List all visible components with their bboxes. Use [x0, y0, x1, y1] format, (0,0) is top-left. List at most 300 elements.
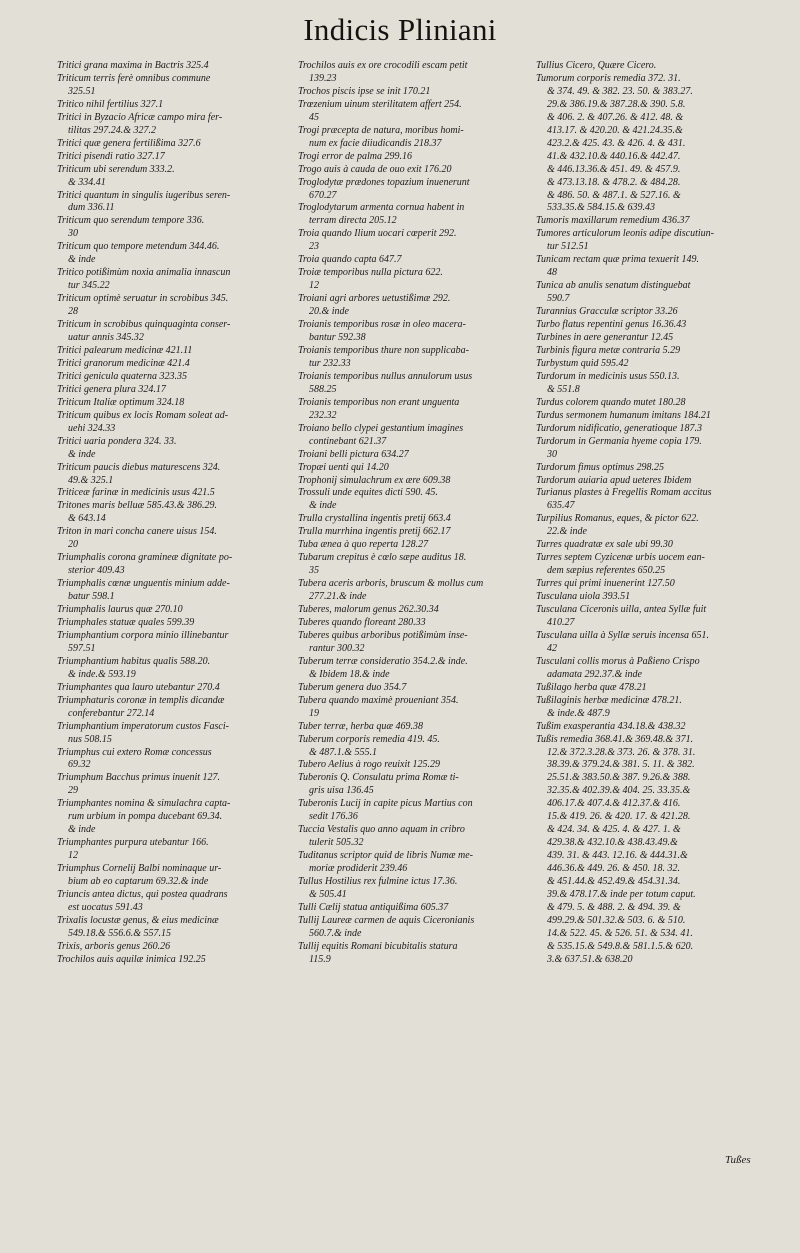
index-entry-continuation: 19 — [309, 707, 319, 719]
index-entry — [298, 99, 518, 125]
index-entry-continuation: 635.47 — [547, 500, 575, 512]
index-entry-continuation: & Ibidem 18.& inde — [309, 668, 390, 680]
index-entry-text: Tusculana uiola 393.51 — [536, 591, 631, 603]
index-entry-text: Triton in mari concha canere uisus 154. — [57, 526, 217, 538]
index-entry-text: Triticum ubi serendum 333.2. — [57, 163, 175, 175]
index-entry — [298, 526, 518, 539]
index-entry-text: Trulla crystallina ingentis pretij 663.4 — [298, 513, 451, 525]
index-entry-text: Tußis remedia 368.41.& 369.48.& 371. — [536, 733, 694, 745]
index-entry — [57, 358, 279, 371]
index-entry — [298, 423, 518, 449]
index-entry-continuation: 3.& 637.51.& 638.20 — [547, 953, 633, 965]
index-entry-text: Turdorum in Germania hyeme copia 179. — [536, 435, 702, 447]
index-entry — [536, 552, 768, 578]
index-entry-continuation: 588.25 — [309, 383, 337, 395]
index-entry-text: Turdorum auiaria apud ueteres Ibidem — [536, 474, 692, 486]
index-entry — [57, 630, 279, 656]
index-entry-continuation: dem sæpius referentes 650.25 — [547, 565, 666, 577]
index-entry-text: Tusculani collis morus à Paßieno Crispo — [536, 655, 700, 667]
index-entry-continuation: 12 — [309, 280, 319, 292]
index-entry-text: Troglodytarum armenta cornua habent in — [298, 202, 465, 214]
index-entry — [298, 164, 518, 177]
index-entry-continuation: & 446.13.36.& 451. 49. & 457.9. — [547, 163, 681, 175]
index-entry — [57, 863, 279, 889]
index-entry-continuation: 32.35.& 402.39.& 404. 25. 33.35.& — [547, 785, 691, 797]
index-entry — [536, 462, 768, 475]
index-entry — [536, 436, 768, 462]
index-entry — [536, 487, 768, 513]
index-entry-continuation: 42 — [547, 642, 557, 654]
index-entry-text: Tuberum genera duo 354.7 — [298, 681, 407, 693]
index-entry-text: Turres septem Cyzicenæ urbis uocem ean- — [536, 552, 705, 564]
index-entry — [536, 630, 768, 656]
index-entry-text: Tritici quantum in singulis iugeribus seren- — [57, 189, 231, 201]
index-entry-text: Tumorum corporis remedia 372. 31. — [536, 72, 681, 84]
index-entry-continuation: adamata 292.37.& inde — [547, 668, 642, 680]
index-entry-continuation: & 451.44.& 452.49.& 454.31.34. — [547, 876, 681, 888]
index-entry-text: Troia quando Ilium uocari cœperit 292. — [298, 228, 457, 240]
index-entry-continuation: & inde — [309, 500, 337, 512]
index-entry-text: Turbo flatus repentini genus 16.36.43 — [536, 319, 687, 331]
index-entry-text: Trophonij simulachrum ex ære 609.38 — [298, 474, 451, 486]
index-entry-text: Trochilos auis ex ore crocodili escam petit — [298, 60, 468, 71]
index-entry — [298, 578, 518, 604]
index-entry-text: Tritones maris belluæ 585.43.& 386.29. — [57, 500, 218, 512]
index-entry-continuation: 20.& inde — [309, 306, 349, 318]
index-entry — [536, 306, 768, 319]
index-entry-text: Triumphalis corona gramineæ dignitate po- — [57, 552, 233, 564]
index-entry — [536, 358, 768, 371]
index-entry — [536, 423, 768, 436]
index-entry-continuation: nus 508.15 — [68, 733, 112, 745]
index-entry-continuation: sterior 409.43 — [68, 565, 125, 577]
index-entry-text: Tritici genera plura 324.17 — [57, 383, 166, 395]
index-entry-text: Triumphus cui extero Romæ concessus — [57, 746, 212, 758]
index-entry — [57, 241, 279, 267]
index-entry — [298, 604, 518, 617]
index-entry-continuation: 12 — [68, 850, 78, 862]
index-entry-text: Tumores articulorum leonis adipe discutiun- — [536, 228, 714, 240]
index-entry-continuation: 45 — [309, 111, 319, 123]
index-entry — [57, 462, 279, 488]
index-entry — [298, 397, 518, 423]
index-entry — [298, 617, 518, 630]
index-entry — [298, 682, 518, 695]
index-entry-continuation: conferebantur 272.14 — [68, 707, 155, 719]
index-entry — [57, 682, 279, 695]
index-entry — [536, 578, 768, 591]
index-entry — [57, 73, 279, 99]
index-entry-text: Tuditanus scriptor quid de libris Numæ me- — [298, 850, 474, 862]
index-entry-text: Triticum Italiæ optimum 324.18 — [57, 396, 185, 408]
index-entry-text: Trulla murrhina ingentis pretij 662.17 — [298, 526, 451, 538]
index-entry — [57, 552, 279, 578]
index-entry — [536, 60, 768, 73]
index-entry — [57, 345, 279, 358]
index-entry — [298, 850, 518, 876]
index-entry-continuation: moriæ prodiderit 239.46 — [309, 863, 408, 875]
index-entry-continuation: 533.35.& 584.15.& 639.43 — [547, 202, 656, 214]
index-entry-continuation: gris uisa 136.45 — [309, 785, 374, 797]
index-entry — [536, 73, 768, 215]
index-entry-continuation: 38.39.& 379.24.& 381. 5. 11. & 382. — [547, 759, 695, 771]
index-entry-text: Tritici palearum medicinæ 421.11 — [57, 344, 193, 356]
index-entry-continuation: bium ab eo captarum 69.32.& inde — [68, 876, 209, 888]
index-entry — [298, 177, 518, 203]
index-entry — [536, 734, 768, 967]
index-entry-text: Tusculana Ciceronis uilla, antea Syllæ fuit — [536, 604, 707, 616]
index-entry — [57, 190, 279, 216]
index-entry-text: Triticum quo serendum tempore 336. — [57, 215, 205, 227]
index-entry-text: Triumphaturis coronæ in templis dicandæ — [57, 694, 225, 706]
index-entry-continuation: 429.38.& 432.10.& 438.43.49.& — [547, 837, 678, 849]
index-entry-continuation: & inde.& 593.19 — [68, 668, 136, 680]
index-entry-continuation: & inde.& 487.9 — [547, 707, 610, 719]
index-entry — [536, 721, 768, 734]
index-entry — [298, 202, 518, 228]
index-entry — [57, 436, 279, 462]
index-entry-text: Troianis temporibus thure non supplicaba- — [298, 344, 469, 356]
index-entry-text: Tuber terræ, herba quæ 469.38 — [298, 720, 424, 732]
index-entry-text: Triticum quo tempore metendum 344.46. — [57, 241, 220, 253]
index-entry — [536, 539, 768, 552]
index-entry-text: Tubarum crepitus è cœlo sæpe auditus 18. — [298, 552, 467, 564]
index-entry-continuation: 410.27 — [547, 616, 575, 628]
index-entry-text: Triticum in scrobibus quinquaginta conser- — [57, 319, 231, 331]
index-entry — [298, 552, 518, 578]
index-entry-text: Tunicam rectam quæ prima texuerit 149. — [536, 254, 699, 266]
index-entry-continuation: tur 512.51 — [547, 241, 589, 253]
index-entry-text: Triticum terris ferè omnibus commune — [57, 72, 211, 84]
index-entry-text: Turbinis figura metæ contraria 5.29 — [536, 344, 681, 356]
index-entry — [57, 656, 279, 682]
index-entry — [298, 475, 518, 488]
index-entry — [57, 889, 279, 915]
catchword: Tußes — [725, 1154, 751, 1166]
index-entry — [298, 902, 518, 915]
index-entry — [298, 656, 518, 682]
index-entry — [536, 591, 768, 604]
index-entry-continuation: 549.18.& 556.6.& 557.15 — [68, 927, 172, 939]
index-entry-text: Tullus Hostilius rex fulmine ictus 17.36. — [298, 876, 458, 888]
index-entry-continuation: 439. 31. & 443. 12.16. & 444.31.& — [547, 850, 688, 862]
index-entry-text: Trogi error de palma 299.16 — [298, 150, 412, 162]
index-entry-continuation: 15.& 419. 26. & 420. 17. & 421.28. — [547, 811, 691, 823]
index-entry — [536, 254, 768, 280]
index-entry — [57, 721, 279, 747]
index-entry-text: Tußilaginis herbæ medicinæ 478.21. — [536, 694, 682, 706]
index-entry — [57, 99, 279, 112]
index-entry-continuation: rantur 300.32 — [309, 642, 365, 654]
index-entry-continuation: 597.51 — [68, 642, 96, 654]
index-entry-text: Tritici genicula quaterna 323.35 — [57, 370, 187, 382]
index-entry — [536, 397, 768, 410]
index-entry-continuation: & 406. 2. & 407.26. & 412. 48. & — [547, 111, 684, 123]
index-entry-continuation: & 551.8 — [547, 383, 580, 395]
index-entry-text: Turbines in aere generantur 12.45 — [536, 332, 674, 344]
index-entry-continuation: 41.& 432.10.& 440.16.& 442.47. — [547, 150, 681, 162]
index-entry-text: Triuncis antea dictus, qui postea quadrans — [57, 889, 228, 900]
index-entry — [57, 487, 279, 500]
index-entry-text: Troianis temporibus nullus annulorum usus — [298, 370, 473, 382]
index-entry-continuation: 22.& inde — [547, 526, 587, 538]
index-entry-text: Tumoris maxillarum remedium 436.37 — [536, 215, 690, 227]
index-entry — [298, 151, 518, 164]
index-entry — [298, 630, 518, 656]
index-entry-text: Tuberum corporis remedia 419. 45. — [298, 733, 440, 745]
index-entry — [298, 86, 518, 99]
index-entry-text: Triumphantes qua lauro utebantur 270.4 — [57, 681, 220, 693]
index-entry-text: Tuberes, malorum genus 262.30.34 — [298, 604, 439, 616]
index-entry — [57, 526, 279, 552]
index-entry — [57, 747, 279, 773]
index-entry-continuation: 413.17. & 420.20. & 421.24.35.& — [547, 124, 683, 136]
index-entry — [298, 267, 518, 293]
index-entry-text: Tullij equitis Romani bicubitalis statura — [298, 940, 458, 952]
index-entry-text: Triumphalis laurus quæ 270.10 — [57, 604, 183, 616]
index-entry-text: Turpilius Romanus, eques, & pictor 622. — [536, 513, 699, 525]
index-entry — [298, 371, 518, 397]
index-entry-text: Triumphantium corpora minio illinebantur — [57, 629, 229, 641]
index-entry-continuation: 14.& 522. 45. & 526. 51. & 534. 41. — [547, 927, 693, 939]
index-entry — [57, 604, 279, 617]
index-entry — [57, 215, 279, 241]
index-entry-continuation: 423.2.& 425. 43. & 426. 4. & 431. — [547, 137, 686, 149]
index-entry-text: Troiano bello clypei gestantium imagines — [298, 422, 464, 434]
index-entry-text: Trogi præcepta de natura, moribus homi- — [298, 124, 464, 136]
index-entry — [298, 759, 518, 772]
index-entry-continuation: & 505.41 — [309, 889, 347, 900]
index-entry-continuation: rum urbium in pompa ducebant 69.34. — [68, 811, 223, 823]
index-entry — [536, 280, 768, 306]
index-entry-text: Tuberonis Lucij in capite picus Martius con — [298, 798, 473, 810]
index-entry — [298, 824, 518, 850]
index-entry-text: Trixalis locustæ genus, & eius medicinæ — [57, 914, 219, 926]
index-entry-text: Troiæ temporibus nulla pictura 622. — [298, 267, 443, 279]
index-entry-continuation: & inde — [68, 448, 96, 460]
index-entry — [298, 125, 518, 151]
index-entry-text: Tritici quæ genera fertilißima 327.6 — [57, 137, 201, 149]
index-entry-continuation: & inde — [68, 254, 96, 266]
index-column-2 — [298, 60, 518, 967]
index-entry-text: Tusculana uilla à Syllæ seruis incensa 651. — [536, 629, 710, 641]
index-entry-continuation: 325.51 — [68, 85, 96, 97]
index-entry-continuation: & 487.1.& 555.1 — [309, 746, 378, 758]
index-entry-continuation: & 374. 49. & 382. 23. 50. & 383.27. — [547, 85, 693, 97]
index-entry-continuation: & 473.13.18. & 478.2. & 484.28. — [547, 176, 681, 188]
index-entry — [57, 267, 279, 293]
index-entry-continuation: 590.7 — [547, 293, 570, 305]
index-entry — [57, 578, 279, 604]
index-entry-text: Troiani belli pictura 634.27 — [298, 448, 409, 460]
index-entry-continuation: 446.36.& 449. 26. & 450. 18. 32. — [547, 863, 681, 875]
index-entry-text: Turdorum fimus optimus 298.25 — [536, 461, 664, 473]
index-entry-text: Trochilos auis aquilæ inimica 192.25 — [57, 953, 206, 965]
index-entry-continuation: 23 — [309, 241, 319, 253]
index-entry-text: Tubera aceris arboris, bruscum & mollus cum — [298, 578, 484, 590]
index-entry — [57, 837, 279, 863]
index-entry-text: Tuberes quando floreant 280.33 — [298, 616, 426, 628]
index-entry — [57, 410, 279, 436]
index-entry — [536, 475, 768, 488]
index-entry — [57, 915, 279, 941]
index-entry — [536, 371, 768, 397]
index-entry-text: Troglodytæ prædones topazium inuenerunt — [298, 176, 470, 188]
index-entry-continuation: 20 — [68, 539, 78, 551]
index-entry — [298, 798, 518, 824]
index-entry-continuation: & 486. 50. & 487.1. & 527.16. & — [547, 189, 681, 201]
index-entry-continuation: & 334.41 — [68, 176, 106, 188]
index-entry-text: Triumphantes purpura utebantur 166. — [57, 837, 209, 849]
index-entry — [536, 228, 768, 254]
index-entry-text: Triticum paucis diebus maturescens 324. — [57, 461, 221, 473]
index-entry-continuation: sedit 176.36 — [309, 811, 358, 823]
index-entry — [536, 682, 768, 695]
index-entry — [57, 397, 279, 410]
index-entry — [57, 772, 279, 798]
index-entry-continuation: 30 — [547, 448, 557, 460]
index-entry — [298, 695, 518, 721]
index-entry-text: Turres quadratæ ex sale ubi 99.30 — [536, 539, 673, 551]
index-entry — [57, 164, 279, 190]
index-entry — [536, 345, 768, 358]
index-entry — [298, 721, 518, 734]
index-entry-text: Trossuli unde equites dicti 590. 45. — [298, 487, 438, 499]
index-entry-continuation: & 424. 34. & 425. 4. & 427. 1. & — [547, 824, 681, 836]
index-entry-text: Troiani agri arbores uetustißimæ 292. — [298, 293, 451, 305]
index-entry — [298, 319, 518, 345]
index-entry-continuation: 35 — [309, 565, 319, 577]
index-entry-text: Turdorum in medicinis usus 550.13. — [536, 370, 680, 382]
index-entry-text: Tritici uaria pondera 324. 33. — [57, 435, 177, 447]
index-entry-text: Tunica ab anulis senatum distinguebat — [536, 280, 691, 292]
index-entry-text: Tubera quando maximè proueniant 354. — [298, 694, 459, 706]
index-entry-continuation: 12.& 372.3.28.& 373. 26. & 378. 31. — [547, 746, 696, 758]
index-entry-continuation: 232.32 — [309, 409, 337, 421]
index-entry-text: Tuccia Vestalis quo anno aquam in cribro — [298, 824, 465, 836]
index-entry-text: Turdorum nidificatio, generatioque 187.3 — [536, 422, 703, 434]
index-entry-continuation: num ex facie diiudicandis 218.37 — [309, 137, 442, 149]
index-entry — [57, 60, 279, 73]
index-entry-continuation: 69.32 — [68, 759, 91, 771]
index-entry-continuation: 48 — [547, 267, 557, 279]
index-entry-text: Tropæi uenti qui 14.20 — [298, 461, 389, 473]
index-entry — [57, 384, 279, 397]
index-entry — [298, 228, 518, 254]
index-entry — [298, 487, 518, 513]
index-entry-text: Tuberonis Q. Consulatu prima Romæ ti- — [298, 772, 459, 784]
index-entry-continuation: 139.23 — [309, 72, 337, 84]
index-entry-text: Tritici in Byzacio Africæ campo mira fer- — [57, 111, 223, 123]
index-entry — [536, 656, 768, 682]
index-entry-text: Trœzenium uinum sterilitatem affert 254. — [298, 98, 462, 110]
index-entry-text: Tußim exasperantia 434.18.& 438.32 — [536, 720, 686, 732]
index-entry-text: Troianis temporibus non erant unguenta — [298, 396, 460, 408]
index-entry-text: Trogo auis à cauda de ouo exit 176.20 — [298, 163, 452, 175]
index-entry — [57, 371, 279, 384]
index-entry-continuation: terram directa 205.12 — [309, 215, 397, 227]
index-entry-text: Turdus sermonem humanum imitans 184.21 — [536, 409, 711, 421]
index-entry-continuation: tulerit 505.32 — [309, 837, 364, 849]
index-column-1 — [57, 60, 279, 967]
index-entry — [536, 410, 768, 423]
index-entry-text: Troia quando capta 647.7 — [298, 254, 402, 266]
index-entry-text: Tullij Laureæ carmen de aquis Ciceronianis — [298, 914, 475, 926]
index-entry-continuation: tilitas 297.24.& 327.2 — [68, 124, 157, 136]
index-entry — [57, 138, 279, 151]
index-entry-continuation: 115.9 — [309, 953, 331, 965]
index-entry-continuation: 277.21.& inde — [309, 591, 367, 603]
index-entry-continuation: & 479. 5. & 488. 2. & 494. 39. & — [547, 901, 681, 913]
index-entry-text: Tuba ænea à quo reperta 128.27 — [298, 539, 429, 551]
index-entry-text: Tritico potißimùm noxia animalia innascun — [57, 267, 231, 279]
index-entry — [536, 215, 768, 228]
index-entry — [57, 500, 279, 526]
index-entry-text: Tritici granorum medicinæ 421.4 — [57, 357, 190, 369]
index-entry-continuation: tur 345.22 — [68, 280, 110, 292]
index-entry-text: Trixis, arboris genus 260.26 — [57, 940, 171, 952]
index-entry-text: Triumphantium imperatorum custos Fasci- — [57, 720, 229, 732]
index-column-3 — [536, 60, 768, 967]
index-entry — [536, 695, 768, 721]
index-entry — [57, 617, 279, 630]
index-entry-text: Tuberes quibus arboribus potißimùm inse- — [298, 629, 468, 641]
index-entry — [57, 112, 279, 138]
index-entry-text: Tritici grana maxima in Bactris 325.4 — [57, 60, 209, 71]
index-entry-continuation: 29.& 386.19.& 387.28.& 390. 5.8. — [547, 98, 686, 110]
index-entry-text: Turianus plastes à Fregellis Romam accitus — [536, 487, 712, 499]
index-entry-continuation: dum 336.11 — [68, 202, 115, 214]
index-entry-continuation: 560.7.& inde — [309, 927, 362, 939]
index-entry — [298, 449, 518, 462]
index-entry — [298, 254, 518, 267]
index-entry-continuation: 30 — [68, 228, 78, 240]
index-entry-text: Triticeæ farinæ in medicinis usus 421.5 — [57, 487, 215, 499]
index-entry-text: Trochos piscis ipse se init 170.21 — [298, 85, 431, 97]
index-entry-text: Triumphantium habitus qualis 588.20. — [57, 655, 211, 667]
index-entry — [57, 151, 279, 164]
index-entry — [536, 332, 768, 345]
index-entry — [536, 319, 768, 332]
index-entry-text: Troianis temporibus rosæ in oleo macera- — [298, 319, 466, 331]
index-entry — [57, 293, 279, 319]
index-entry-text: Tulli Cælij statua antiquißima 605.37 — [298, 901, 449, 913]
index-entry — [57, 798, 279, 837]
index-entry — [57, 954, 279, 967]
index-entry — [298, 539, 518, 552]
index-entry-continuation: uehi 324.33 — [68, 422, 116, 434]
index-entry-text: Tuberum terræ consideratio 354.2.& inde. — [298, 655, 468, 667]
index-entry-text: Tullius Cicero, Quære Cicero. — [536, 60, 657, 71]
index-entry — [298, 941, 518, 967]
index-entry-continuation: uatur annis 345.32 — [68, 332, 144, 344]
index-entry-text: Triumphalis cœnæ unguentis minium adde- — [57, 578, 230, 590]
index-entry-text: Tritici pisendi ratio 327.17 — [57, 150, 165, 162]
index-entry — [298, 915, 518, 941]
index-entry-continuation: continebant 621.37 — [309, 435, 387, 447]
index-entry-continuation: 28 — [68, 306, 78, 318]
index-entry-continuation: 406.17.& 407.4.& 412.37.& 416. — [547, 798, 681, 810]
index-entry — [536, 513, 768, 539]
page-title: Indicis Pliniani — [303, 12, 497, 47]
index-entry-continuation: tur 232.33 — [309, 357, 351, 369]
index-entry — [57, 941, 279, 954]
index-entry-text: Triumphus Cornelij Balbi nominaque ur- — [57, 863, 222, 875]
index-entry-text: Turres qui primi inuenerint 127.50 — [536, 578, 675, 590]
index-entry-text: Triticum optimè seruatur in scrobibus 345. — [57, 293, 229, 305]
index-entry-text: Triumphantes nomina & simulachra capta- — [57, 798, 231, 810]
index-entry-continuation: & inde — [68, 824, 96, 836]
